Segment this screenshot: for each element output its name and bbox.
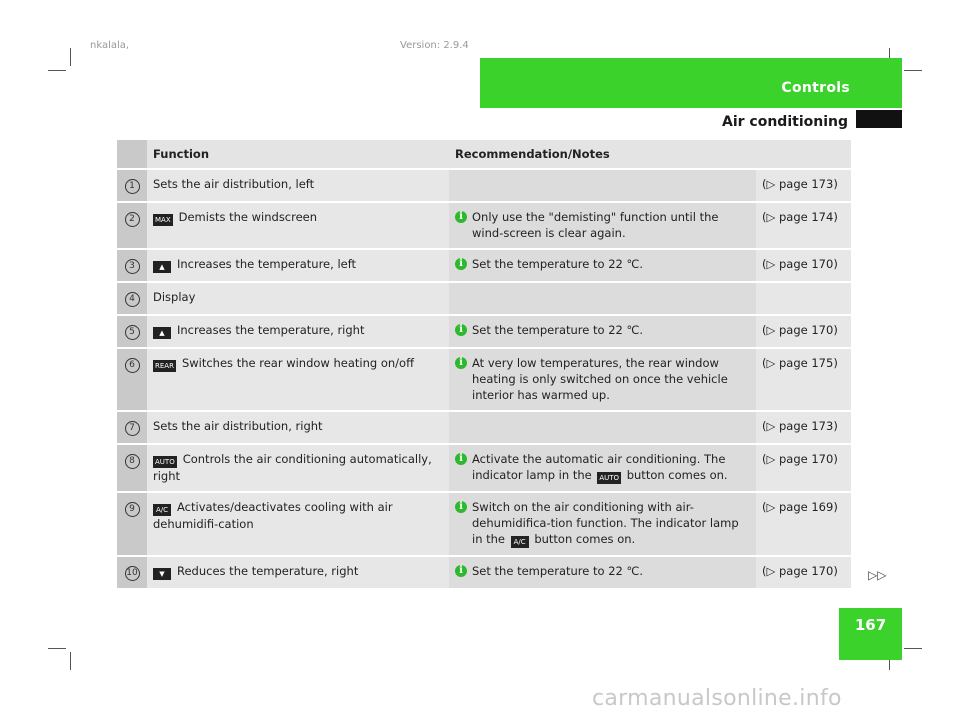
ac-icon: A/C [153, 504, 171, 516]
function-table [117, 140, 851, 590]
header-marker [856, 110, 902, 128]
page-reference: (▷ page 173) [762, 419, 838, 433]
note-text-start: Activate the automatic air conditioning. The indicator lamp in the [472, 452, 726, 482]
table-row [117, 444, 851, 492]
function-column-header: Function [147, 140, 449, 169]
item-number: 9 [125, 502, 140, 517]
section-title: Controls [781, 80, 850, 96]
info-icon: i [455, 324, 467, 336]
auto-icon: AUTO [599, 474, 620, 482]
rear-window-heating-icon: REAR [155, 362, 174, 370]
page-reference: (▷ page 170) [762, 257, 838, 271]
item-number: 1 [125, 179, 140, 194]
item-number: 6 [125, 358, 140, 373]
item-number: 4 [125, 292, 140, 307]
info-icon: i [455, 565, 467, 577]
table-row [117, 411, 851, 444]
table-row [117, 348, 851, 411]
page-reference: (▷ page 170) [762, 452, 838, 466]
item-number: 2 [125, 212, 140, 227]
continue-arrows-icon: ▷▷ [868, 568, 887, 582]
function-text: Sets the air distribution, right [153, 419, 323, 433]
note-text: Set the temperature to 22 ℃. [472, 564, 644, 578]
note-text: Only use the "demisting" function until the wind-screen is clear again. [472, 210, 719, 240]
table-row [117, 556, 851, 589]
note-text-end: button comes on. [534, 532, 636, 546]
note-text: Set the temperature to 22 ℃. [472, 257, 644, 271]
section-header [480, 58, 902, 108]
function-text: Sets the air distribution, left [153, 177, 315, 191]
table-row [117, 169, 851, 202]
item-number: 5 [125, 325, 140, 340]
number-column-header [117, 140, 147, 169]
info-icon: i [455, 211, 467, 223]
table-row [117, 249, 851, 282]
function-text: Activates/deactivates cooling with air dehumidifi-cation [153, 500, 393, 531]
defrost-max-icon: MAX [155, 216, 171, 224]
function-text: Display [153, 290, 196, 304]
note-text [472, 499, 750, 548]
info-icon: i [455, 453, 467, 465]
table-row [117, 492, 851, 556]
item-number: 10 [125, 566, 140, 581]
table-header-row [117, 140, 851, 169]
item-number: 8 [125, 454, 140, 469]
note-text: Set the temperature to 22 ℃. [472, 323, 644, 337]
note-text: At very low temperatures, the rear window heating is only switched on once the vehicle interior has warmed up. [472, 356, 728, 402]
crop-mark [904, 70, 922, 71]
page-reference: (▷ page 173) [762, 177, 838, 191]
table-row [117, 315, 851, 348]
info-icon: i [455, 258, 467, 270]
top-left-mark: nkalala, [90, 40, 130, 51]
crop-mark [70, 652, 71, 670]
item-number: 3 [125, 259, 140, 274]
crop-mark [904, 648, 922, 649]
page-number-box [839, 608, 902, 660]
function-text: Increases the temperature, left [177, 257, 357, 271]
page-number: 167 [854, 616, 887, 634]
subsection-title: Air conditioning [722, 114, 848, 130]
info-icon: i [455, 357, 467, 369]
page-reference: (▷ page 174) [762, 210, 838, 224]
ac-icon: A/C [511, 536, 529, 548]
notes-column-header: Recommendation/Notes [449, 140, 756, 169]
temperature-up-icon: ▲ [153, 327, 171, 339]
crop-mark [48, 70, 66, 71]
item-number: 7 [125, 421, 140, 436]
crop-mark [70, 48, 71, 66]
page-reference: (▷ page 169) [762, 500, 838, 514]
table-row [117, 202, 851, 249]
temperature-up-icon: ▲ [153, 261, 171, 273]
page-reference: (▷ page 170) [762, 564, 838, 578]
note-text [472, 451, 750, 484]
page-reference: (▷ page 175) [762, 356, 838, 370]
watermark: carmanualsonline.info [592, 686, 842, 711]
info-icon: i [455, 501, 467, 513]
page-column-header [756, 140, 851, 169]
table-row [117, 282, 851, 315]
page-reference: (▷ page 170) [762, 323, 838, 337]
function-text: Demists the windscreen [178, 210, 318, 224]
note-text-start: Switch on the air conditioning with air-dehumidifica-tion function. The indicator lamp in the [472, 500, 739, 546]
crop-mark [48, 648, 66, 649]
note-text-end: button comes on. [626, 468, 728, 482]
function-text: Switches the rear window heating on/off [181, 356, 415, 370]
function-text: Reduces the temperature, right [177, 564, 359, 578]
top-right-mark: Version: 2.9.4 [400, 40, 469, 51]
function-text: Increases the temperature, right [177, 323, 365, 337]
temperature-down-icon: ▼ [153, 568, 171, 580]
function-text: Controls the air conditioning automatically, right [153, 452, 432, 483]
auto-icon: AUTO [155, 458, 175, 466]
